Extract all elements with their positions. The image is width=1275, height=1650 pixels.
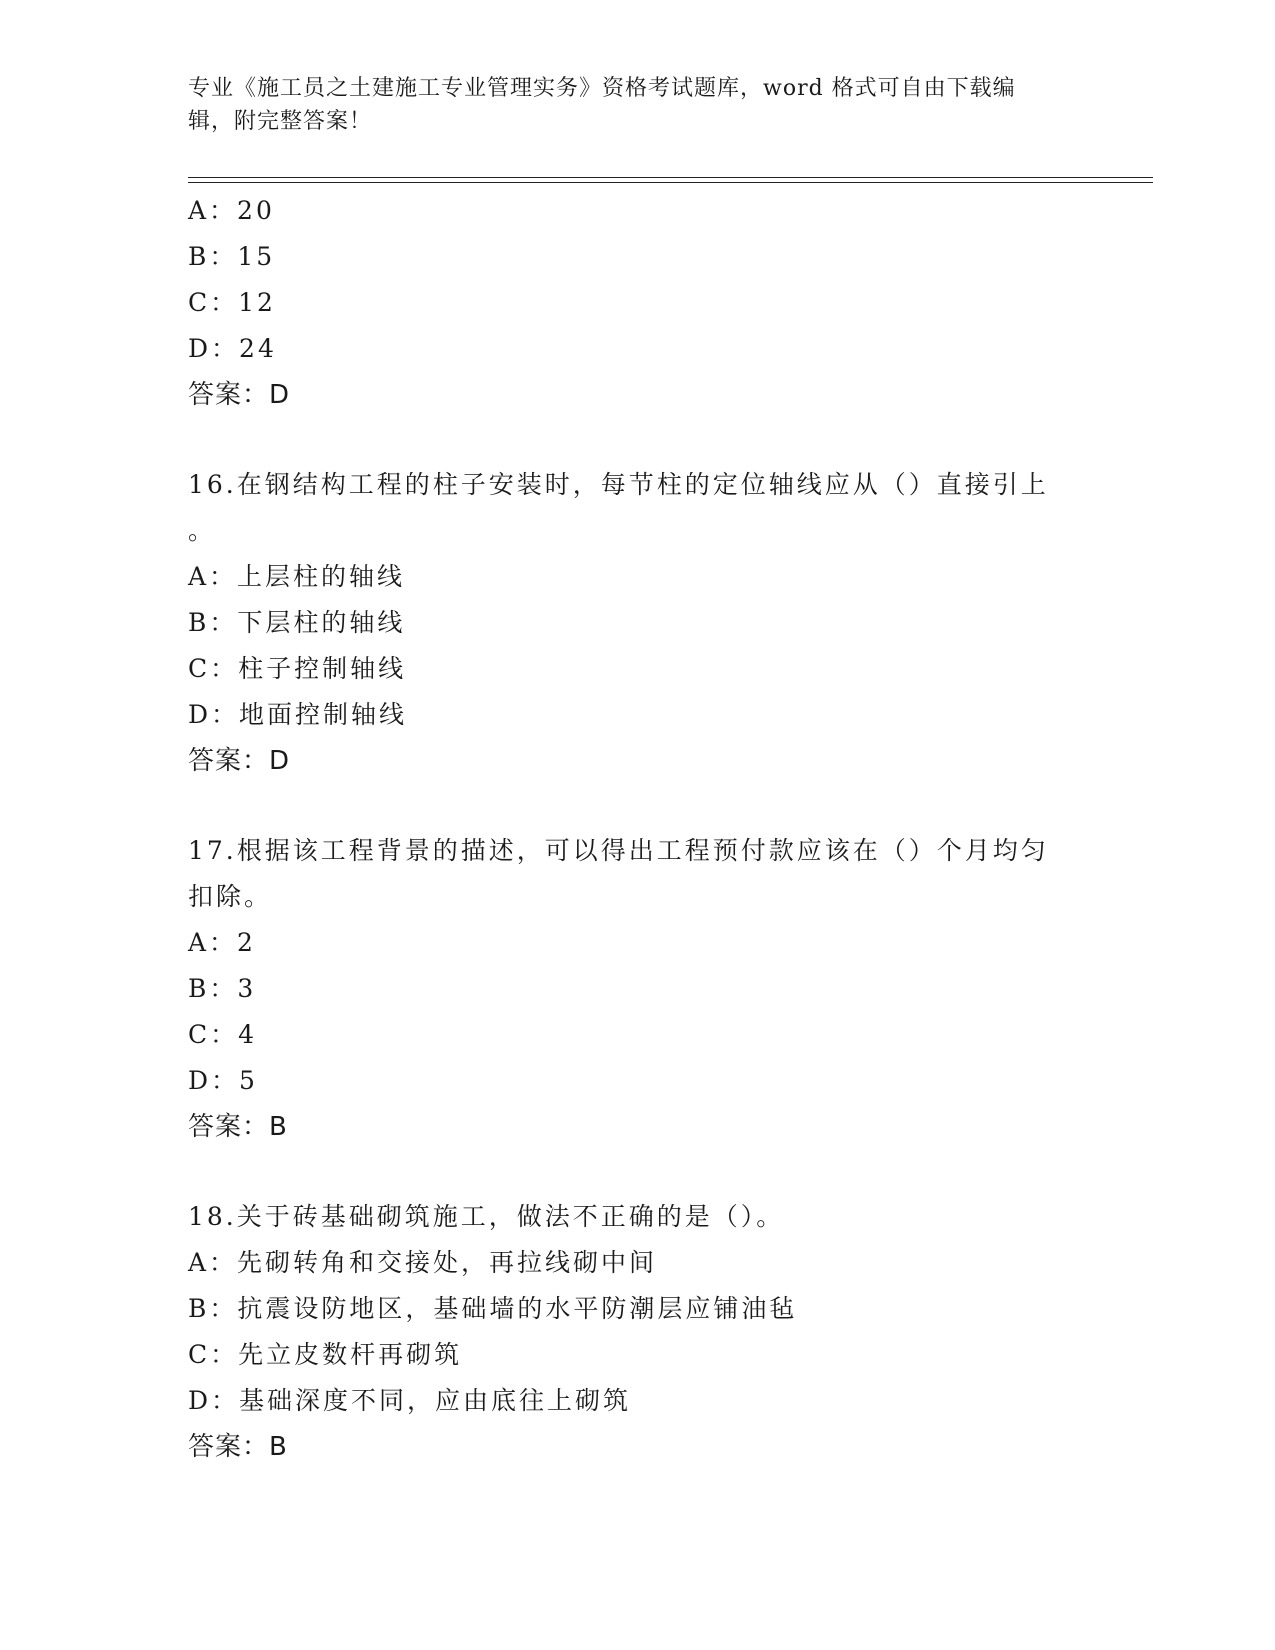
option-d: D：基础深度不同，应由底往上砌筑 [188, 1386, 632, 1415]
option-b: B：15 [188, 242, 276, 271]
answer-line: 答案：B [188, 1432, 288, 1462]
header-line-2: 辑，附完整答案！ [188, 109, 373, 134]
option-d: D：5 [188, 1066, 258, 1095]
question-block-17 [188, 828, 1108, 1150]
question-block-18 [188, 1194, 1108, 1470]
option-a: A：2 [188, 928, 256, 957]
option-c: C：先立皮数杆再砌筑 [188, 1340, 463, 1369]
option-d: D：地面控制轴线 [188, 700, 408, 729]
header-divider-bottom [188, 182, 1153, 183]
option-b: B：3 [188, 974, 257, 1003]
option-c: C：12 [188, 288, 276, 317]
option-a: A：先砌转角和交接处，再拉线砌中间 [188, 1248, 658, 1277]
answer-line: 答案：D [188, 746, 291, 776]
question-stem-continued: 。 [188, 516, 217, 545]
option-a: A：20 [188, 196, 275, 225]
header-divider-top [188, 177, 1153, 178]
option-c: C：柱子控制轴线 [188, 654, 407, 683]
document-header [188, 72, 1068, 138]
option-b: B：抗震设防地区，基础墙的水平防潮层应铺油毡 [188, 1294, 798, 1323]
option-b: B：下层柱的轴线 [188, 608, 406, 637]
question-block-16 [188, 462, 1108, 784]
option-a: A：上层柱的轴线 [188, 562, 406, 591]
answer-line: 答案：D [188, 380, 291, 410]
question-stem: 16.在钢结构工程的柱子安装时，每节柱的定位轴线应从（）直接引上 [188, 470, 1049, 499]
option-c: C：4 [188, 1020, 258, 1049]
question-stem-continued: 扣除。 [188, 882, 273, 911]
question-stem: 18.关于砖基础砌筑施工，做法不正确的是（）。 [188, 1202, 785, 1231]
option-d: D：24 [188, 334, 277, 363]
question-block-15 [188, 188, 1108, 418]
question-list [188, 188, 1108, 1470]
header-line-1: 专业《施工员之土建施工专业管理实务》资格考试题库，word 格式可自由下载编 [188, 76, 1016, 101]
answer-line: 答案：B [188, 1112, 288, 1142]
question-stem: 17.根据该工程背景的描述，可以得出工程预付款应该在（）个月均匀 [188, 836, 1049, 865]
